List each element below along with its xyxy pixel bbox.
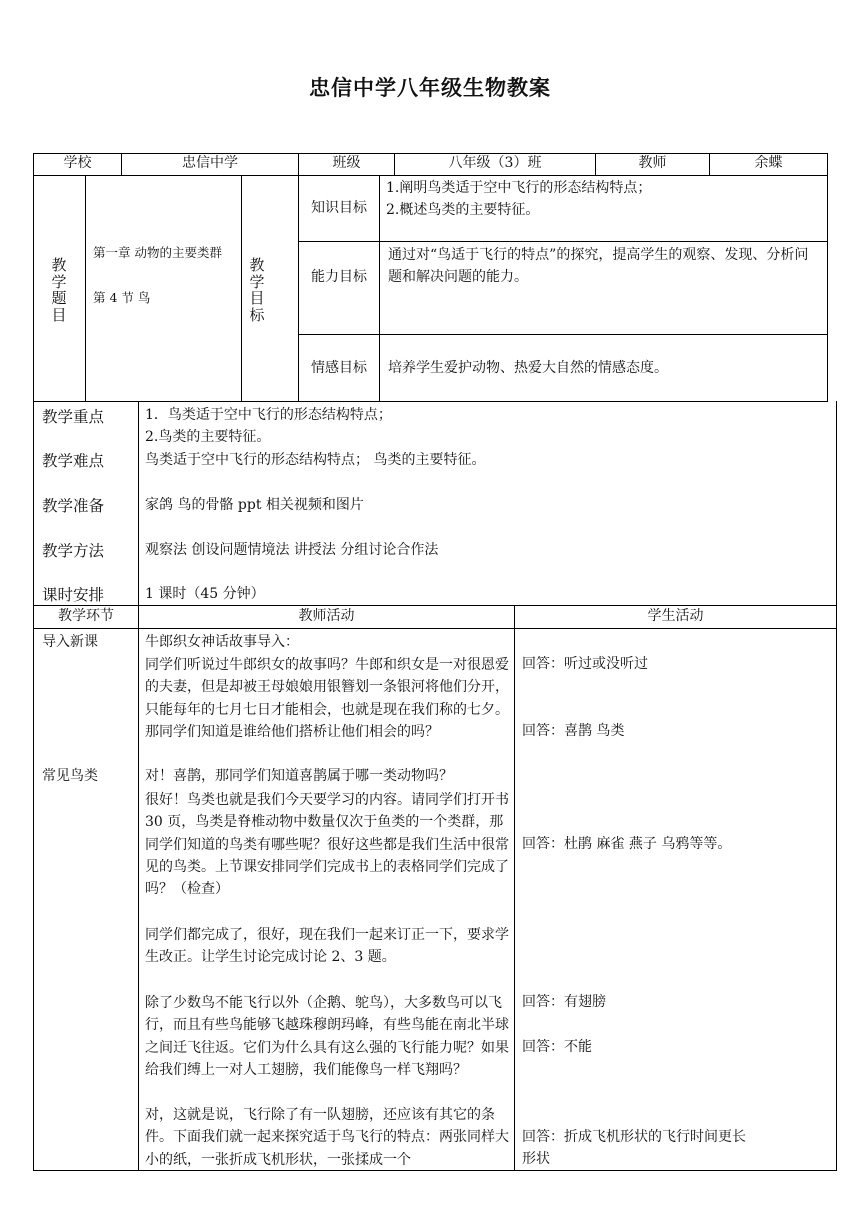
teacher-activity-line: 对！喜鹊，那同学们知道喜鹊属于哪一类动物吗？ [145, 768, 453, 784]
col-teacher-header: 教师活动 [298, 608, 355, 624]
divider [138, 401, 139, 605]
class-value: 八年级（3）班 [448, 155, 542, 171]
ability-label: 能力目标 [311, 269, 367, 285]
divider [836, 401, 837, 605]
difficulty-label: 教学难点 [42, 452, 105, 470]
method-text: 观察法 创设问题情境法 讲授法 分组讨论合作法 [145, 542, 439, 558]
objectives-label: 教学目标 [249, 256, 265, 324]
student-activity: 回答：不能 [522, 1039, 592, 1055]
school-value: 忠信中学 [182, 155, 238, 171]
divider [33, 401, 828, 402]
school-label: 学校 [63, 155, 92, 171]
divider [138, 605, 139, 1171]
student-activity: 回答：有翅膀 [522, 994, 606, 1010]
teacher-label: 教师 [638, 155, 667, 171]
stage-common-birds: 常见鸟类 [42, 768, 98, 784]
prep-text: 家鸽 鸟的骨骼 ppt 相关视频和图片 [145, 497, 364, 513]
schedule-text: 1 课时（45 分钟） [145, 586, 265, 602]
divider [241, 175, 242, 401]
col-student-header: 学生活动 [647, 608, 704, 624]
student-activity: 回答：折成飞机形状的飞行时间更长 [522, 1129, 746, 1145]
page-title: 忠信中学八年级生物教案 [309, 75, 551, 100]
key-points-2: 2.鸟类的主要特征。 [145, 429, 271, 445]
knowledge-item-1: 1.阐明鸟类适于空中飞行的形态结构特点； [386, 180, 652, 196]
student-activity: 回答：喜鹊 鸟类 [522, 723, 625, 739]
divider [298, 241, 828, 242]
difficulty-text: 鸟类适于空中飞行的形态结构特点； 鸟类的主要特征。 [145, 452, 486, 468]
divider [33, 401, 34, 605]
emotion-text: 培养学生爱护动物、热爱大自然的情感态度。 [388, 360, 668, 376]
prep-label: 教学准备 [42, 497, 105, 515]
divider [827, 153, 828, 401]
teacher-activity-para: 很好！鸟类也就是我们今天要学习的内容。请同学们打开书 30 页，鸟类是脊椎动物中数量仅次于鱼类的一个类群，那同学们知道的鸟类有哪些呢？很好这些都是我们生活中很常见的鸟类。上节课安排同学们完成书上的表格同学们完成了吗？（检查） [145, 792, 509, 898]
divider [33, 153, 34, 401]
key-points-1: 1．鸟类适于空中飞行的形态结构特点； [145, 407, 392, 423]
knowledge-item-2: 2.概述鸟类的主要特征。 [386, 202, 540, 218]
divider [379, 175, 380, 401]
divider [298, 334, 828, 335]
divider [33, 605, 34, 1171]
divider [33, 175, 828, 176]
student-activity: 回答：听过或没听过 [522, 656, 648, 672]
stage-intro: 导入新课 [42, 634, 98, 650]
teacher-activity-para: 同学们听说过牛郎织女的故事吗？牛郎和织女是一对很恩爱的夫妻，但是却被王母娘娘用银簪划一条银河将他们分开，只能每年的七月七日才能相会，也就是现在我们称的七夕。那同学们知道是谁给他们搭桥让他们相会的吗？ [145, 657, 509, 740]
teacher-activity-para: 对，这就是说，飞行除了有一队翅膀，还应该有其它的条件。下面我们就一起来探究适于鸟飞行的特点：两张同样大小的纸，一张折成飞机形状，一张揉成一个 [145, 1107, 509, 1168]
topic-chapter: 第一章 动物的主要类群 [93, 245, 222, 260]
divider [514, 605, 515, 1171]
teacher-activity-para: 除了少数鸟不能飞行以外（企鹅、鸵鸟），大多数鸟可以飞行，而且有些鸟能够飞越珠穆朗玛峰，有些鸟能在南北半球之间迁飞往返。它们为什么具有这么强的飞行能力呢？如果给我们缚上一对人工翅膀，我们能像鸟一样飞翔吗？ [145, 995, 509, 1078]
divider [836, 605, 837, 1171]
student-activity: 回答：杜鹃 麻雀 燕子 乌鸦等等。 [522, 836, 732, 852]
topic-label: 教学题目 [51, 256, 67, 324]
divider [33, 628, 836, 629]
method-label: 教学方法 [42, 542, 105, 560]
teacher-value: 余蝶 [754, 155, 783, 171]
topic-section: 第 4 节 鸟 [93, 290, 151, 305]
key-points-label: 教学重点 [42, 408, 105, 426]
col-stage-header: 教学环节 [58, 608, 114, 624]
class-label: 班级 [332, 155, 361, 171]
emotion-label: 情感目标 [311, 360, 367, 376]
ability-text: 通过对“鸟适于飞行的特点”的探究，提高学生的观察、发现、分析问题和解决问题的能力。 [388, 247, 809, 286]
knowledge-label: 知识目标 [311, 200, 367, 216]
student-activity: 形状 [522, 1151, 550, 1167]
schedule-label: 课时安排 [42, 586, 105, 604]
teacher-activity-para: 同学们都完成了，很好，现在我们一起来订正一下，要求学生改正。让学生讨论完成讨论 2、3 题。 [145, 927, 509, 966]
teacher-activity-line: 牛郎织女神话故事导入： [145, 634, 299, 650]
divider [85, 175, 86, 401]
